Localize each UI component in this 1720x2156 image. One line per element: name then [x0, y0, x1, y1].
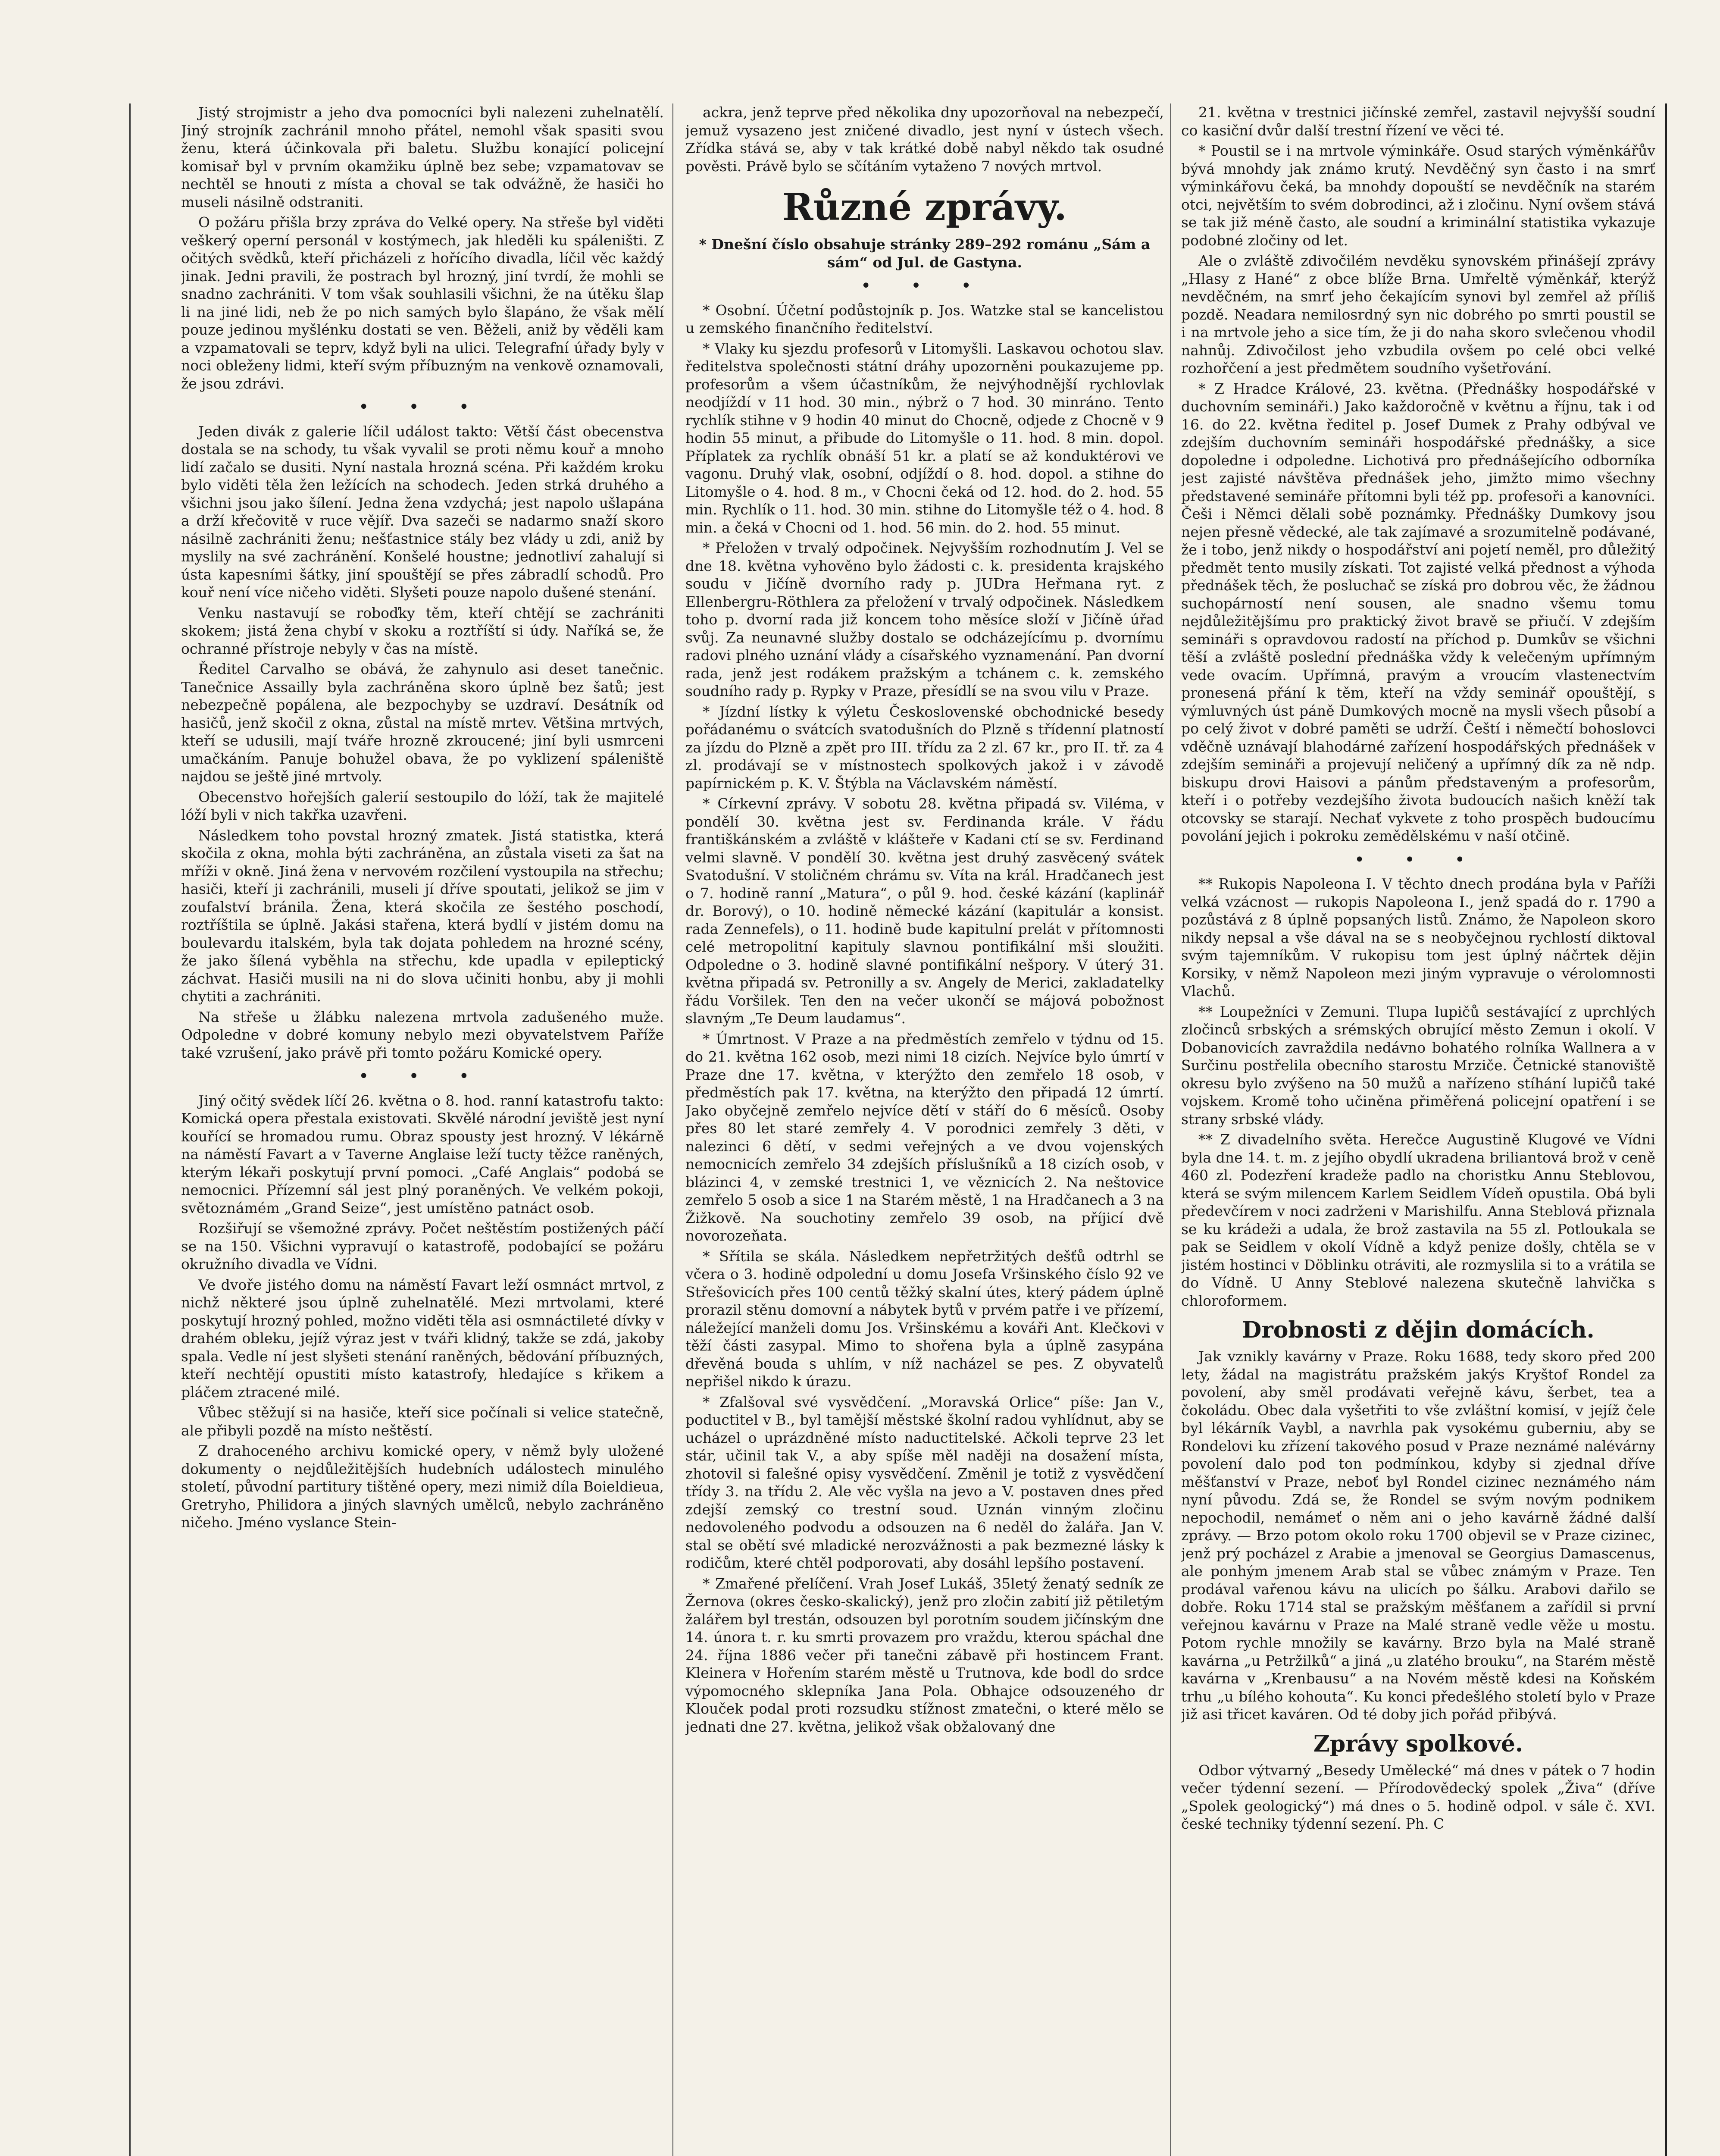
news-item: * Přeložen v trvalý odpočinek. Nejvyšším rozhodnutím J. Vel se dne 18. května vyhověno bylo žádosti c. k. presidenta krajského soudu v Jičíně dvorního rady p. JUDra Heřmana ryt. z Ellenbergru-Röthlera za přeložení v trvalý odpočinek. Následkem toho p. dvorní rada již koncem toho měsíce složí v Jičíně úřad svůj. Za neunavné služby dostalo se odcházejícímu p. dvornímu radovi plného uznání vlády a císařského vyznamenání. Pan dvorní rada, jenž jest rodákem pražským a tchánem c. k. zemského soudního rady p. Rypky v Praze, přesídlí se na svou vilu v Praze.	[685, 539, 1164, 699]
column-2	[685, 103, 1164, 2156]
column-1	[181, 103, 664, 2156]
news-item: * Z Hradce Králové, 23. května. (Přednášky hospodářské v duchovním semináři.) Jako každoročně v květnu a říjnu, tak i od 16. do 22. května ředitel p. Josef Dumek z Prahy odbýval ve zdejším duchovním semináři hospodářské přednášky, a sice dopoledne i odpoledne. Lichotivá pro přednášejícího odborníka jest zajisté návštěva přednášek jeho, jimžto mimo všechny představené semináře přítomni byli též pp. profesoři a kanovníci. Češi i Němci dělali sobě poznámky. Přednášky Dumkovy jsou nejen přesně vědecké, ale tak zajímavé a srozumitelně podávané, že i tobo, jenž nikdy o hospodářství ani pojetí neměl, pro důležitý předmět tento musily získati. Tot zajisté velká přednost a výhoda přednášek těch, že posluchač se získá pro dobrou věc, že žádnou suchopárností není sousen, ale snadno všemu tomu nejdůležitějšímu pro praktický život bravě se přiučí. V zdejším semináři s opravdovou radostí na příchod p. Dumkův se všichni těší a zvláště poslední přednáška vždy k velečeným upřímným vede ovacím. Upřímná, pravým a vroucím vlastenectvím pronesená přání k těm, kteří na vždy seminář opouštějí, s výmluvných úst páně Dumkových mocně na mysli všech působí a po celý život v dobré paměti se udrží. Čeští i němečtí bohoslovci vděčně uznávají blahodárné zařízení hospodářských přednášek v zdejším semináři a projevují neličený a upřímný dík za ně ndp. biskupu drovi Haisovi a pánům představeným a profesorům, kteří i o potřeby vezdejšího života budoucích našich kněží tak otcovsky se starají. Nechať vykvete z toho prospěch budoucímu povolání jejich i pokroku zemědělskému v naší otčině.	[1181, 380, 1655, 844]
news-item: * Zmařené přelíčení. Vrah Josef Lukáš, 35letý ženatý sedník ze Žernova (okres česko-skalický), jenž pro zločin zabití již pětiletým žalářem byl trestán, odsouzen byl porotním soudem jičínským dne 14. února t. r. ku smrti provazem pro vraždu, kterou spáchal dne 24. října 1886 večer při tanečni zábavě při hostincem Frant. Kleinera v Hořením starém městě u Trutnova, kde bodl do srdce výpomocného sklepníka Jana Pola. Obhajce odsouzeného dr Klouček podal proti rozsudku stížnost zmatečni, o které mělo se jednati dne 27. května, jelikož však obžalovaný dne	[685, 1575, 1164, 1735]
paragraph: Rozšiřují se všemožné zprávy. Počet neštěstím postižených páčí se na 150. Všichni vypravují o katastrofě, podobající se požáru okružního divadla ve Vídni.	[181, 1220, 664, 1272]
section-heading-drobnosti: Drobnosti z dějin domácích.	[1242, 1317, 1595, 1343]
paragraph: ackra, jenž teprve před několika dny upozorňoval na nebezpečí, jemuž vysazeno jest zničené divadlo, jest nyní v ústech všech. Zřídka stává se, aby v tak krátké době nabyl někdo tak osudné pověsti. Právě bylo se sčítáním vytaženo 7 nových mrtvol.	[685, 104, 1164, 175]
separator: • • •	[358, 1066, 487, 1086]
news-item: * Zfalšoval své vysvědčení. „Moravská Orlice“ píše: Jan V., poductitel v B., byl tamější městské školní radou vyhlídnut, aby se ucházel o uprázdněné místo naductitelské. Ačkoli teprve 23 let stár, učinil tak V., a aby spíše měl naději na dosažení místa, zhotovil si falešné opisy vysvědčení. Změnil je totiž z vysvědčení třídy 3. na třídu 2. Ale věc vyšla na jevo a V. postaven dnes před zdejší zemský co trestní soud. Uznán vinným zločinu nedovoleného podvodu a odsouzen na 6 neděl do žalářa. Jan V. stal se obětí své mladické nerozvážnosti a pak bezmezné lásky k rodičům, které chtěl podporovati, aby dosáhl lepšího postavení.	[685, 1393, 1164, 1571]
paragraph: Vůbec stěžují si na hasiče, kteří sice počínali si velice statečně, ale přibyli pozdě na místo neštěstí.	[181, 1404, 664, 1439]
paragraph: Ředitel Carvalho se obává, že zahynulo asi deset tanečnic. Tanečnice Assailly byla zachráněna skoro úplně bez šatů; jest nebezpečně popálena, ale bezpochyby se uzdraví. Desátník od hasičů, jenž skočil z okna, zůstal na místě mrtev. Většina mrtvých, kteří se udusili, mají tváře hrozně zkroucené; jiní byli usmrceni umačkáním. Panuje bohužel obava, že po vyklizení spáleniště najdou se ještě jiné mrtvoly.	[181, 661, 664, 785]
news-item: 21. května v trestnici jičínské zemřel, zastavil nejvyšší soudní co kasiční dvůr další trestní řízení ve věci té.	[1181, 104, 1655, 139]
paragraph: Jistý strojmistr a jeho dva pomocníci byli nalezeni zuhelnatělí. Jiný strojník zachránil mnoho přátel, nemohl však spasiti svou ženu, která účinkovala při baletu. Službu konající policejní komisař byl v prvním okamžiku úplně bez sebe; vzpamatovav se nechtěl se hnouti z místa a choval se tak odvážně, že hasiči ho museli násilně odstraniti.	[181, 104, 664, 210]
separator: • • •	[860, 276, 989, 296]
news-item: * Církevní zprávy. V sobotu 28. května připadá sv. Viléma, v pondělí 30. května jest sv. Ferdinanda krále. V řádu františkánském a zvláště v klášteře v Kadani ctí se sv. Ferdinand velmi slavně. V pondělí 30. května jest druhý zasvěcený svátek Svatodušní. V stoličném chrámu sv. Víta na král. Hradčanech jest o 7. hodině ranní „Matura“, o půl 9. hod. české kázání (kaplinář dr. Borový), o 10. hodině německé kázání (kapitulár a konsist. rada Zennefels), o 11. hodině bude kapitulní prelát v přítomnosti celé metropolitní kapituly slavnou pontifikální mši sloužiti. Odpoledne o 3. hodině slavné pontifikální nešpory. V úterý 31. května připadá sv. Petronilly a sv. Angely de Merici, zakladatelky řádu Voršilek. Ten den na večer ukončí se májová pobožnost slavným „Te Deum laudamus“.	[685, 795, 1164, 1027]
paragraph: O požáru přišla brzy zpráva do Velké opery. Na střeše byl viděti veškerý operní personál v kostýmech, jak hleděli ku spáleništi. Z očitých svědků, kteří přicházeli z hořícího divadla, líčil věc každý jinak. Jedni pravili, že postrach byl hrozný, jiní tvrdí, že mohli se snadno zachrániti. V tom však souhlasili všichni, že na útěku šlap li na jiné lidi, neb že po nich samých bylo šlapáno, že však mělí pouze jedinou myšlénku dostati se ven. Běželi, aniž by věděli kam a vzpamatovali se teprv, když byli na ulici. Telegrafní úřady byly v noci obleženy lidmi, kteří svým příbuzným na venkově oznamovali, že jsou zdrávi.	[181, 214, 664, 392]
news-item: Jak vznikly kavárny v Praze. Roku 1688, tedy skoro před 200 lety, žádal na magistrátu pražském jakýs Kryštof Rondel za povolení, aby směl prodávati veřejně kávu, šerbet, tea a čokoládu. Obec dala vyšetřiti to vše zvláštní komisí, v jejíž čele byl lékárník Vaybl, a navrhla pak vysokému guberniu, aby se Rondelovi ku zřízení takového posud v Praze neznámé nalévárny povolení dalo pod ton podmínkou, kdyby si zjednal dříve měšťanství v Praze, neboť byl Rondel cizinec neznámého nám nyní původu. Zdá se, že Rondel se svým novým podnikem nepochodil, nemámeť o něm ani o jeho kavárně žádné další zprávy. — Brzo potom okolo roku 1700 objevil se v Praze cizinec, jenž prý pocházel z Arabie a jmenoval se Georgius Damascenus, ale ponhým jmenem Arab stal se vůbec známým v Praze. Ten prodával vařenou kávu na ulicích po šálku. Arabovi dařilo se dobře. Roku 1714 stal se pražským měšťanem a zařídil si první veřejnou kavárnu v Praze na Malé straně vedle věže u mostu. Potom rychle množily se kavárny. Brzo byla na Malé straně kavárna „u Petržilků“ a jiná „u zlatého brouku“, na Starém městě kavárna v „Krenbausu“ a na Novém městě kdesi na Koňském trhu „u bílého kohouta“. Ku konci předešlého století bylo v Praze již asi třicet kaváren. Od té doby jich pořád přibývá.	[1181, 1348, 1655, 1723]
paragraph: Ve dvoře jistého domu na náměstí Favart leží osmnáct mrtvol, z nichž některé jsou úplně zuhelnatělé. Mezi mrtvolami, které poskytují hrozný pohled, možno viděti těla asi osmnáctileté dívky v drahém obleku, jejíž výraz jest v tváři klidný, takže se zdá, jakoby spala. Vedle ní jest slyšeti stenání raněných, bědování příbuzných, kteří nechtějí opustiti místo katastrofy, hledajíce s křikem a pláčem ztracené milé.	[181, 1276, 664, 1401]
news-item: * Osobní. Účetní podůstojník p. Jos. Watzke stal se kancelistou u zemského finančního ředitelství.	[685, 301, 1164, 336]
column-rule-1	[672, 103, 673, 2156]
paragraph: Jeden divák z galerie líčil událost takto: Větší část obecenstva dostala se na schody, tu však vyvalil se proti němu kouř a mnoho lidí začalo se dusiti. Nyní nastala hrozná scéna. Při každém kroku bylo viděti těla žen ležících na schodech. Jeden strká druhého a všichni jsou jako šílení. Jedna žena vzdychá; jest napolo ušlapána a drží křečovitě v ruce vějíř. Dva sazeči se nadarmo snaží skoro násilně zachrániti ženu; nešťastnice stály bez vlády u zdi, aniž by myslily na své zachránění. Konšelé houstne; jednotliví zahalují si ústa kapesními šátky, jiní spouštějí se přes zábradlí schodů. Pro kouř není více ničeho viděti. Slyšeti pouze napolo dušené stenání.	[181, 423, 664, 601]
novel-notice: * Dnešní číslo obsahuje stránky 289–292 románu „Sám a sám“ od Jul. de Gastyna.	[699, 236, 1151, 271]
paragraph: Z drahoceného archivu komické opery, v němž byly uložené dokumenty o nejdůležitějších hudebních událostech minulého století, původní partitury tištěné opery, mezi nimiž díla Boieldieua, Gretryho, Philidora a jiných slavných umělců, nebylo zachráněno ničeho. Jméno vyslance Stein-	[181, 1442, 664, 1531]
news-item: ** Rukopis Napoleona I. V těchto dnech prodána byla v Paříži velká vzácnost — rukopis Napoleona I., jenž spadá do r. 1790 a pozůstává z 8 úplně popsaných listů. Známo, že Napoleon skoro nikdy nepsal a vše dával na se s neobyčejnou rychlostí diktoval svým tajemníkům. V rukopisu tom jest úplný náčrtek dějin Korsiky, v němž Napoleon mezi jiným vypravuje o vérolomnosti Vlachů.	[1181, 875, 1655, 1000]
column-3	[1181, 103, 1655, 2156]
section-heading-zpravy-spolkove: Zprávy spolkové.	[1313, 1730, 1523, 1757]
column-rule-2	[1170, 103, 1171, 2156]
news-item: * Poustil se i na mrtvole výminkáře. Osud starých výměnkářův bývá mnohdy jak známo krutý. Nevděčný syn často i na smrť výminkářovu čeká, ba mnohdy dopouští se nevděčník na starém otci, největším to svém dobrodinci, až i zločinu. Nyní ovšem stává se tak již méně často, ale soudní a kriminální statistika vykazuje podobné zločiny od let.	[1181, 142, 1655, 249]
news-item: * Vlaky ku sjezdu profesorů v Litomyšli. Laskavou ochotou slav. ředitelstva společnosti státní dráhy upozorněni poukazujeme pp. profesorům a všem účastníkům, že nejvýhodnější rychlovlak neodjíždí v 11 hod. 30 min., nýbrž o 7 hod. 30 minráno. Tento rychlík stihne v 9 hodin 40 minut do Chocně, odjede z Chocně v 9 hodin 55 minut, a přibude do Litomyšle o 11. hod. 8 min. dopol. Příplatek za rychlík obnáší 51 kr. a platí se až konduktérovi ve vagonu. Druhý vlak, osobní, odjíždí o 8. hod. dopol. a stihne do Litomyšle o 4. hod. 8 m., v Chocni čeká od 12. hod. do 2. hod. 55 min. Rychlík o 11. hod. 30 min. stihne do Litomyšle též o 4. hod. 8 min. a čeká v Chocni od 1. hod. 56 min. do 2. hod. 55 minut.	[685, 340, 1164, 536]
news-item: * Jízdní lístky k výletu Československé obchodnické besedy pořádanému o svátcích svatodušních do Plzně s třídenní platností za jízdu do Plzně a zpět pro III. třídu za 2 zl. 67 kr., pro II. tř. za 4 zl. prodávají se v místnostech spolkových jakož i v závodě papírnickém p. K. V. Štýbla na Václavském náměstí.	[685, 703, 1164, 792]
paragraph: Následkem toho povstal hrozný zmatek. Jistá statistka, která skočila z okna, mohla býti zachráněna, an zůstala viseti za šat na mříži v okně. Jiná žena v nervovém rozčilení vystoupila na střechu; hasiči, kteří ji zachránili, museli jí dříve spoutati, jelikož se jim v zoufalství bránila. Žena, která skočila ze šestého poschodí, roztříštila se úplně. Jakási stařena, která bydlí v jistém domu na boulevardu italském, byla tak dojata pohledem na hrozné scény, že jako šílená vyběhla na střechu, kde upadla v epileptický záchvat. Hasiči musili na ni do slova učiniti honbu, aby ji mohli chytiti a zachrániti.	[181, 827, 664, 1005]
paragraph: Obecenstvo hořejších galerií sestoupilo do lóží, tak že majitelé lóží byli v nich takřka uzavřeni.	[181, 788, 664, 823]
paragraph: Jiný očitý svědek líčí 26. května o 8. hod. ranní katastrofu takto: Komická opera přestala existovati. Skvělé národní jeviště jest nyní kouřící se hromadou rumu. Obraz spousty jest hrozný. V lékárně na náměstí Favart a v Taverne Anglaise leží tucty těžce raněných, kterým lékaři poskytují první pomoci. „Café Anglais“ podobá se nemocnici. Přízemní sál jest plný poraněných. Ve velkém pokoji, světoznámém „Grand Seize“, jest umístěno patnáct osob.	[181, 1092, 664, 1216]
news-item: Odbor výtvarný „Besedy Umělecké“ má dnes v pátek o 7 hodin večer týdenní sezení. — Přírodovědecký spolek „Živa“ (dříve „Spolek geologický“) má dnes o 5. hodině odpol. v sále č. XVI. české techniky týdenní sezení. Ph. C	[1181, 1761, 1655, 1832]
news-item: Ale o zvláště zdivočilém nevděku synovském přinášejí zprávy „Hlasy z Hané“ z obce blíže Brna. Umřeltě výměnkář, kterýž nevděčném, na smrť jeho čekajícím synovi byl zemřel až příliš pozdě. Neadara nemilosrdný syn nic dobrého po smrti poustil se i na mrtvole jeho a sice tím, že ji do naha skoro svlečenou vhodil nahnůj. Zdivočilost jeho vzbudila ovšem po celé obci velké rozhořčení a jest předmětem soudního vyšetřování.	[1181, 252, 1655, 376]
separator: • • •	[358, 397, 487, 417]
news-item: ** Z divadelního světa. Herečce Augustině Klugové ve Vídni byla dne 14. t. m. z jejího obydlí ukradena briliantová brož v ceně 460 zl. Podezření kradeže padlo na choristku Annu Steblovou, která se svým milencem Karlem Seidlem Vídeň opustila. Obá byli předevčírem v noci zadrženi v Marishilfu. Anna Steblová přiznala se ku krádeži a udala, že brož zastavila na 55 zl. Potloukala se pak se Seidlem v okolí Vídně a když penize došly, chtěla se v jistém hostinci v Döblinku otráviti, ale rozmyslila si to a vrátila se do Vídně. U Anny Steblové nalezena skutečně lahvička s chloroformem.	[1181, 1131, 1655, 1309]
section-heading-ruzne-zpravy: Různé zprávy.	[782, 185, 1067, 229]
paragraph: Venku nastavují se roboďky těm, kteří chtějí se zachrániti skokem; jistá žena chybí v skoku a roztříští si údy. Naříká se, že ochranné přístroje nebyly v čas na místě.	[181, 604, 664, 657]
news-item: ** Loupežníci v Zemuni. Tlupa lupičů sestávající z uprchlých zločinců srbských a srémských obrující město Zemun i okolí. V Dobanovicích zavraždila nedávno bohatého rolníka Wallnera a v Surčinu postřelila obecního starostu Mrziče. Četnické stanoviště okresu bylo zvýšeno na 50 mužů a nařízeno stíhání lupičů také vojskem. Kromě toho učiněna přiměřená policejní opatření i se strany srbské vlády.	[1181, 1003, 1655, 1128]
separator: • • •	[1354, 849, 1482, 870]
news-item: * Sřítila se skála. Následkem nepřetržitých dešťů odtrhl se včera o 3. hodině odpolední u domu Josefa Vršinského číslo 92 ve Střešovicích přes 100 centů těžký skalní útes, který pádem úplně prorazil stěnu domovní a nábytek bytů v prvém patře i ve přízemí, náležející manželi domu Jos. Vršinskému a kováři Ant. Klečkovi v těží části zasypal. Mimo to shořena byla a úplně zasypána dřevěná bouda s uhlím, v níž nacházel se pes. Z obyvatelů nepřišel nikdo k úrazu.	[685, 1247, 1164, 1390]
paragraph: Na střeše u žlábku nalezena mrtvola zadušeného muže. Odpoledne v dobré komuny nebylo mezi obyvatelstvem Paříže také vzrušení, jako právě při tomto požáru Komické opery.	[181, 1008, 664, 1061]
news-item: * Úmrtnost. V Praze a na předměstích zemřelo v týdnu od 15. do 21. května 162 osob, mezi nimi 18 cizích. Nejvíce bylo úmrtí v Praze dne 17. května, v kterýžto den zemřelo 18 osob, v předměstích pak 17. května, na kterýžto den připadá 12 úmrtí. Jako obyčejně zemřelo nejvíce dětí v stáří do 6 měsíců. Osoby přes 80 let staré zemřely 4. V porodnici zemřely 3 děti, v nalezinci 6 dětí, v sedmi veřejných a ve dvou vojenských nemocnicích zemřelo 34 zdejších příslušníků a 18 cizích osob, v blázinci 4, v zemské trestnici 1, ve věznicích 2. Na neštovice zemřelo 5 osob a sice 1 na Starém městě, 1 na Hradčanech a 3 na Žižkově. Na souchotiny zemřelo 39 osob, na příjicí dvě novorozeňata.	[685, 1030, 1164, 1244]
